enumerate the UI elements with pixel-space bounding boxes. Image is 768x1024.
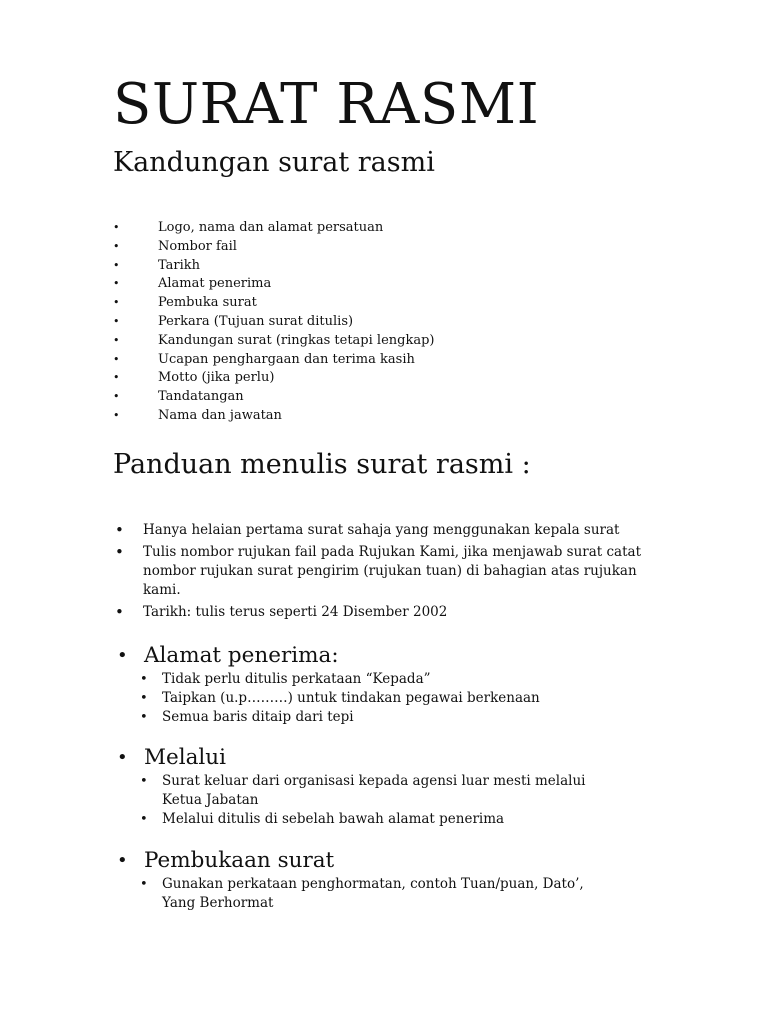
- bullet-icon: •: [113, 408, 120, 422]
- bullet-icon: •: [113, 333, 120, 347]
- bullet-icon: •: [140, 672, 148, 687]
- guide-list: [113, 521, 653, 625]
- section-alamat-penerima: [113, 642, 673, 727]
- section-items: [113, 670, 673, 727]
- bullet-icon: •: [140, 877, 148, 892]
- bullet-icon: •: [113, 239, 120, 253]
- bullet-icon: •: [113, 371, 120, 385]
- bullet-icon: •: [113, 258, 120, 272]
- bullet-icon: •: [117, 850, 128, 871]
- document-page: SURAT RASMI Kandungan surat rasmi • Logo, nama dan alamat persatuan • Nombor fail • Tarikh • Alamat penerima • Pembuka surat • Perkara (Tujuan surat ditulis) • Kandungan surat (ringkas tetapi lengkap) • Ucapan penghargaan dan terima kasih • Motto (jika perlu) • Tandatangan • Nama dan jawatan Panduan menulis surat rasmi : • Hanya helaian pertama surat sahaja yang menggunakan kepala surat • Tulis nombor rujukan fail pada Rujukan Kami, jika menjawab surat catat nombor rujukan surat pengirim (rujukan tuan) di bahagian atas rujukan kami. • Tarikh: tulis terus seperti 24 Disember 2002 • Alamat penerima: • Tidak perlu ditulis perkataan “Kepada” • Taipkan (u.p………) untuk tindakan pegawai berkenaan • Semua baris ditaip dari tepi • Melalui • Surat keluar dari organisasi kepada agensi luar mesti melalui Ketua Jabatan • Melalui ditulis di sebelah bawah alamat penerima • Pembukaan surat • Gunakan perkataan penghormatan, contoh Tuan/puan, Dato’, Yang Berhormat: [0, 0, 768, 1024]
- bullet-icon: •: [115, 543, 124, 561]
- bullet-icon: •: [113, 277, 120, 291]
- list-item: • Surat keluar dari organisasi kepada agensi luar mesti melalui Ketua Jabatan: [140, 773, 586, 808]
- bullet-icon: •: [113, 390, 120, 404]
- document-title: SURAT RASMI: [113, 72, 540, 137]
- bullet-icon: •: [140, 710, 148, 725]
- section-pembukaan-surat: [113, 847, 673, 913]
- bullet-icon: •: [117, 747, 128, 768]
- bullet-icon: •: [113, 314, 120, 328]
- bullet-icon: •: [113, 352, 120, 366]
- list-item: • Semua baris ditaip dari tepi: [140, 709, 354, 725]
- bullet-icon: •: [140, 691, 148, 706]
- bullet-icon: •: [140, 812, 148, 827]
- list-item: • Melalui ditulis di sebelah bawah alamat penerima: [140, 811, 505, 827]
- guide-heading: Panduan menulis surat rasmi :: [113, 449, 531, 480]
- section-heading: • Pembukaan surat: [117, 848, 335, 873]
- bullet-icon: •: [117, 645, 128, 666]
- section-melalui: [113, 744, 673, 829]
- section-heading: • Alamat penerima:: [117, 643, 339, 668]
- list-item: • Tarikh: tulis terus seperti 24 Disember 2002: [115, 603, 448, 621]
- list-item: • Gunakan perkataan penghormatan, contoh Tuan/puan, Dato’, Yang Berhormat: [140, 876, 584, 911]
- bullet-icon: •: [113, 296, 120, 310]
- bullet-icon: •: [115, 521, 124, 539]
- bullet-icon: •: [113, 221, 120, 234]
- list-item: • Taipkan (u.p………) untuk tindakan pegawai berkenaan: [140, 690, 540, 706]
- section-items: [113, 772, 673, 829]
- list-item: • Tulis nombor rujukan fail pada Rujukan Kami, jika menjawab surat catat nombor rujukan surat pengirim (rujukan tuan) di bahagian atas rujukan kami.: [115, 543, 641, 598]
- section-heading: • Melalui: [117, 745, 227, 770]
- document-subtitle: Kandungan surat rasmi: [113, 147, 435, 178]
- list-item: • Hanya helaian pertama surat sahaja yang menggunakan kepala surat: [115, 521, 620, 539]
- bullet-icon: •: [115, 603, 124, 621]
- section-items: [113, 875, 673, 913]
- bullet-icon: •: [140, 774, 148, 789]
- list-item: • Tidak perlu ditulis perkataan “Kepada”: [140, 671, 431, 687]
